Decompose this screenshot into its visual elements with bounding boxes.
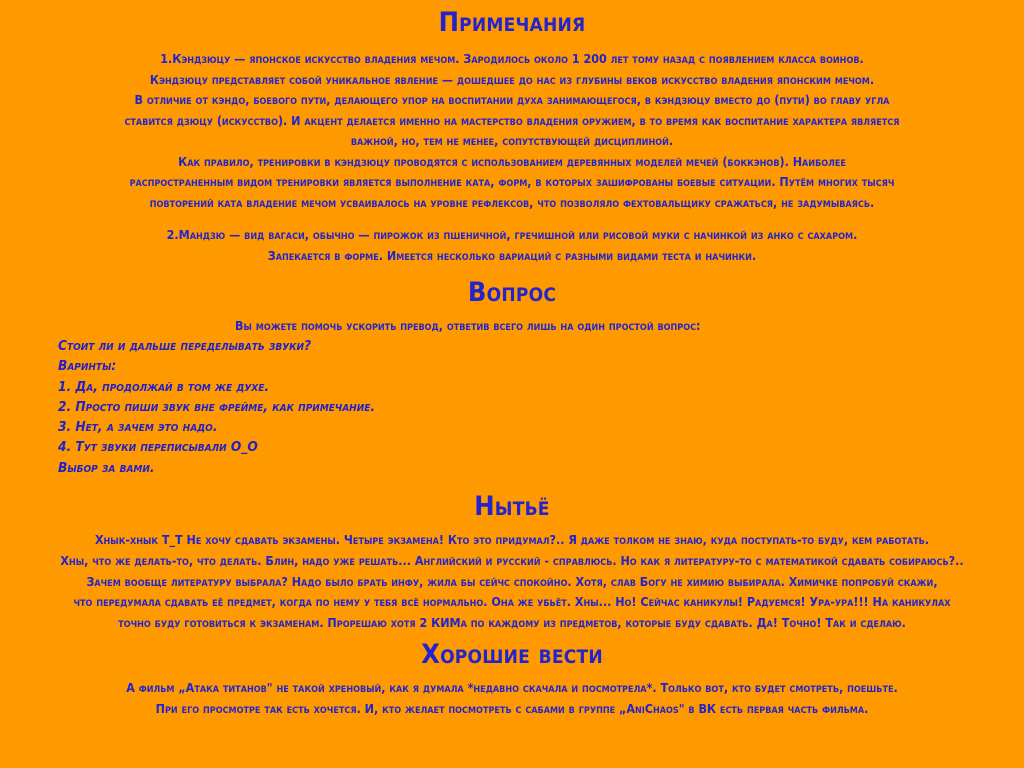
note-1 <box>8 49 1016 213</box>
note-1-line: В отличие от кэндо, боевого пути, делающего упор на воспитании духа занимающегося, в кэндзюцу вместо до (пути) во главу угла <box>134 92 890 107</box>
note-1-line: 1.Кэндзюцу — японское искусство владения мечом. Зародилось около 1 200 лет тому назад с появлением класса воинов. <box>160 51 864 66</box>
question-options <box>58 336 1024 478</box>
option-1: 1. Да, продолжай в том же духе. <box>58 378 270 395</box>
note-1-line: ставится дзюцу (искусство). И акцент делается именно на мастерство владения оружием, в то время как воспитание характера является <box>124 112 900 128</box>
note-2-line: 2.Мандзю — вид вагаси, обычно — пирожок из пшеничной, гречишной или рисовой муки с начинкой из анко с сахаром. <box>166 227 858 242</box>
note-gap <box>0 213 1024 225</box>
option-4: 4. Тут звуки переписывали О_О <box>58 439 258 456</box>
news-text <box>8 678 1016 719</box>
question-section <box>0 276 1024 478</box>
notes-section <box>0 6 1024 266</box>
choice-note: Выбор за вами. <box>58 459 155 476</box>
option-3: 3. Нет, а зачем это надо. <box>58 419 218 436</box>
news-heading: Хорошие вести <box>421 639 603 671</box>
question-heading: Вопрос <box>467 277 557 308</box>
note-1-line: важной, но, тем не менее, сопутствующей дисциплиной. <box>350 133 674 148</box>
whine-line: точно буду готовиться к экзаменам. Прорешаю хотя 2 КИМа по каждому из предметов, которые буду сдавать. Да! Точно! Так и сделаю. <box>118 615 906 631</box>
whine-line: Зачем вообще литературу выбрала? Надо было брать инфу, жила бы сейчс спокойно. Хотя, слав Богу не химию выбирала. Химичке попробуй скажи, <box>86 573 938 589</box>
note-1-line: Как правило, тренировки в кэндзюцу проводятся с использованием деревянных моделей мечей (боккэнов). Наиболее <box>178 153 846 169</box>
whine-line: что передумала сдавать её предмет, когда по нему у тебя всё нормально. Она же убьёт. Хны... Но! Сейчас каникулы! Радуемся! Ура-ура!!! На каникулах <box>73 594 951 610</box>
option-2: 2. Просто пиши звук вне фрейме, как примечание. <box>58 398 376 415</box>
news-section <box>0 638 1024 719</box>
options-label: Варинты: <box>58 358 117 375</box>
question-text: Стоит ли и дальше переделывать звуки? <box>58 338 312 354</box>
note-2-line: Запекается в форме. Имеется несколько вариаций с разными видами теста и начинки. <box>267 247 757 263</box>
note-2 <box>8 225 1016 266</box>
whine-line: Хнык-хнык Т_Т Не хочу сдавать экзамены. Четыре экзамена! Кто это придумал?.. Я даже толком не знаю, куда поступать-то буду, кем работать. <box>94 532 930 548</box>
news-line: А фильм „Атака титанов" не такой хреновый, как я думала *недавно скачала и посмотрела*. Только вот, кто будет смотреть, поешьте. <box>126 680 898 696</box>
news-line: При его просмотре так есть хочется. И, кто желает посмотреть с сабами в группе „AniChaos" в ВК есть первая часть фильма. <box>155 700 869 716</box>
whine-line: Хны, что же делать-то, что делать. Блин, надо уже решать... Английский и русский - справлюсь. Но как я литературу-то с математикой сдавать собираюсь?.. <box>60 552 964 568</box>
whine-section <box>0 490 1024 634</box>
note-1-line: Кэндзюцу представляет собой уникальное явление — дошедшее до нас из глубины веков искусство владения японским мечом. <box>149 71 875 87</box>
note-1-line: распространенным видом тренировки является выполнение ката, форм, в которых зашифрованы боевые ситуации. Путём многих тысяч <box>129 174 895 189</box>
whine-text <box>8 530 1016 634</box>
whine-heading: Нытьё <box>474 491 550 523</box>
question-intro: Вы можете помочь ускорить превод, ответив всего лишь на один простой вопрос: <box>235 318 701 333</box>
notes-heading: Примечания <box>438 7 586 38</box>
note-1-line: повторений ката владение мечом усваивалось на уровне рефлексов, что позволяло фехтовальщику сражаться, не задумываясь. <box>149 194 875 210</box>
